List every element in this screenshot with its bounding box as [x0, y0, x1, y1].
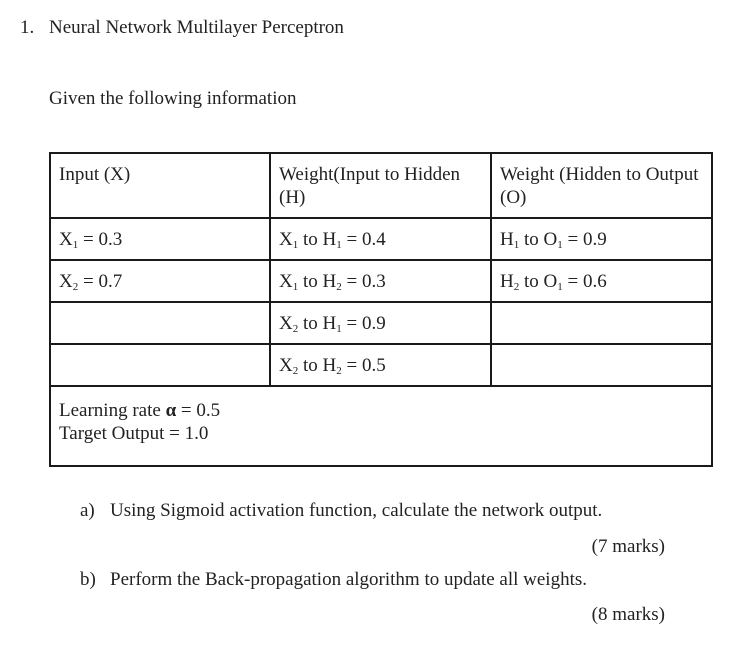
header-input: Input (X)	[50, 153, 270, 218]
weight-ih-cell: $X_2$ to $H_2 = 0.5$	[270, 344, 491, 386]
empty-cell	[491, 302, 712, 344]
header-weight-input-hidden: Weight(Input to Hidden (H)	[270, 153, 491, 218]
table-row	[50, 344, 712, 386]
learning-rate: Learning rate α = 0.5	[59, 400, 221, 421]
part-b	[80, 569, 587, 591]
weight-ho-cell: $H_1$ to $O_1 = 0.9$	[491, 218, 712, 260]
intro-text: Given the following information	[49, 88, 297, 109]
weight-ih-cell: $X_1$ to $H_2 = 0.3$	[270, 260, 491, 302]
weight-ho-cell: $H_2$ to $O_1 = 0.6$	[491, 260, 712, 302]
part-b-label: b)	[80, 569, 96, 590]
question-number: 1.	[20, 17, 35, 38]
table-row	[50, 302, 712, 344]
parameters-cell	[50, 386, 712, 466]
header-weight-hidden-output: Weight (Hidden to Output (O)	[491, 153, 712, 218]
part-a-text: Using Sigmoid activation function, calculate the network output.	[110, 500, 603, 521]
input-cell: $X_2 = 0.7$	[50, 260, 270, 302]
question-heading	[20, 17, 344, 39]
target-output: Target Output = 1.0	[59, 423, 209, 444]
input-cell: $X_1 = 0.3$	[50, 218, 270, 260]
part-a-label: a)	[80, 500, 95, 521]
question-title: Neural Network Multilayer Perceptron	[49, 17, 344, 38]
empty-cell	[491, 344, 712, 386]
weight-ih-cell: $X_2$ to $H_1 = 0.9$	[270, 302, 491, 344]
empty-cell	[50, 344, 270, 386]
table-row	[50, 260, 712, 302]
table-header-row	[50, 153, 712, 218]
table-footer-row	[50, 386, 712, 466]
part-a	[80, 500, 602, 522]
empty-cell	[50, 302, 270, 344]
weight-ih-cell: $X_1$ to $H_1 = 0.4$	[270, 218, 491, 260]
info-table	[49, 152, 713, 467]
table-row	[50, 218, 712, 260]
part-a-marks: (7 marks)	[591, 536, 665, 557]
part-b-text: Perform the Back-propagation algorithm to update all weights.	[110, 569, 587, 590]
alpha-symbol: α	[165, 400, 177, 421]
part-b-marks: (8 marks)	[591, 604, 665, 625]
